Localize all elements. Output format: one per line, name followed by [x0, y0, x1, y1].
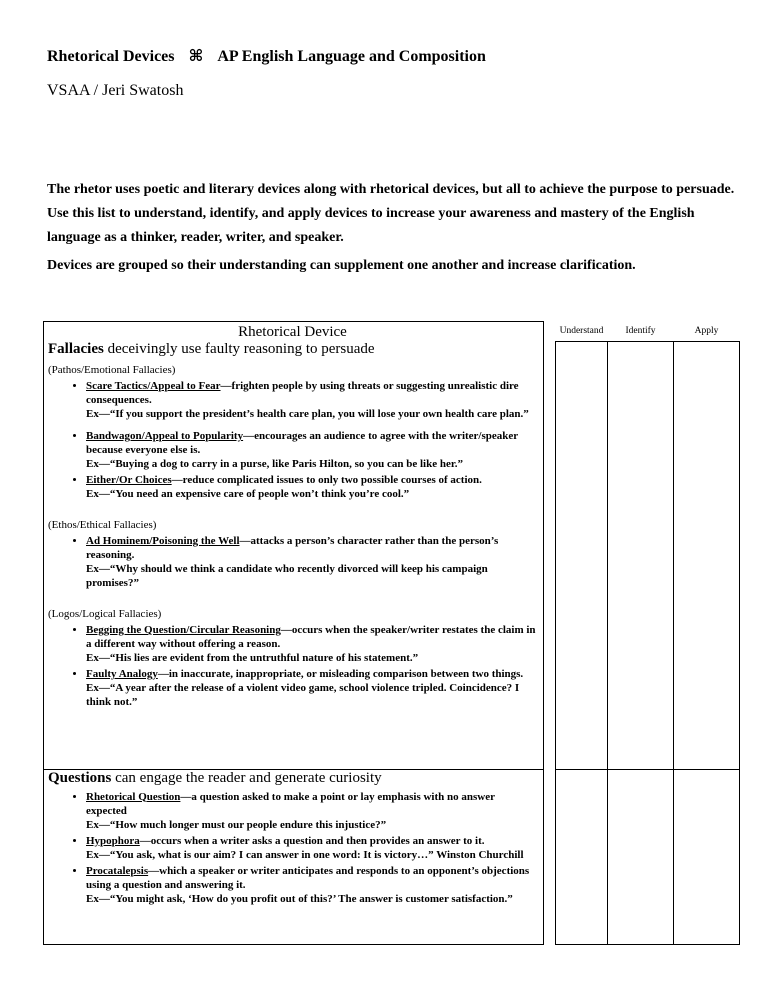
device-header-cell: [44, 322, 544, 342]
device-def: —attacks a person’s character rather than the person’s reasoning.: [86, 535, 499, 561]
pathos-list: [48, 379, 537, 501]
logos-label: (Logos/Logical Fallacies): [48, 608, 162, 620]
identify-box-questions[interactable]: [608, 769, 674, 944]
device-term: Rhetorical Question: [86, 790, 181, 803]
col-header-apply: Apply: [694, 325, 719, 336]
grouped-note: Devices are grouped so their understanding can supplement one another and increase clarification.: [47, 258, 636, 273]
command-symbol-icon: ⌘: [188, 46, 204, 65]
list-item: [86, 534, 537, 590]
list-item: [86, 429, 537, 471]
device-header: Rhetorical Device: [238, 324, 347, 340]
device-def: —frighten people by using threats or suggesting unrealistic dire consequences.: [86, 380, 519, 406]
fallacies-cell: [44, 341, 544, 769]
list-item: [86, 623, 537, 665]
list-item: [86, 834, 537, 862]
device-term: Faulty Analogy: [86, 668, 158, 680]
title-left: Rhetorical Devices: [47, 48, 175, 65]
intro-paragraph: The rhetor uses poetic and literary devices along with rhetorical devices, but all to achieve the purpose to persuade. Use this list to understand, identify, and apply devices to increase your awareness and mastery of the English language as a thinker, reader, writer, and speaker.: [47, 182, 735, 245]
device-def: —occurs when the speaker/writer restates the claim in a different way without offering a reason.: [86, 624, 536, 650]
device-example: Ex—“You might ask, ‘How do you profit out of this?’ The answer is customer satisfaction.”: [86, 892, 513, 905]
list-item: [86, 667, 537, 709]
device-term: Hypophora: [86, 834, 140, 847]
device-example: Ex—“Buying a dog to carry in a purse, like Paris Hilton, so you can be like her.”: [86, 458, 463, 470]
device-example: Ex—“How much longer must our people endure this injustice?”: [86, 818, 387, 831]
col-header-understand: Understand: [559, 325, 604, 336]
page-title: [47, 46, 486, 66]
questions-heading: [48, 770, 537, 787]
subtitle: VSAA / Jeri Swatosh: [47, 82, 184, 99]
device-example: Ex—“Why should we think a candidate who recently divorced will keep his campaign promises?”: [86, 563, 488, 589]
understand-box-questions[interactable]: [556, 769, 608, 944]
device-def: —occurs when a writer asks a question and then provides an answer to it.: [139, 834, 485, 847]
logos-list: [48, 623, 537, 709]
list-item: [86, 473, 537, 501]
col-header-identify: Identify: [625, 325, 656, 336]
device-term: Procatalepsis: [86, 864, 149, 877]
device-def: —which a speaker or writer anticipates and responds to an opponent’s objections using a question and answering it.: [86, 864, 530, 891]
pathos-label: (Pathos/Emotional Fallacies): [48, 364, 176, 376]
device-example: Ex—“You need an expensive care of people won’t think you’re cool.”: [86, 488, 410, 500]
device-example: Ex—“If you support the president’s health care plan, you will lose your own health care plan.”: [86, 408, 529, 420]
device-example: Ex—“You ask, what is our aim? I can answer in one word: It is victory…” Winston Churchill: [86, 848, 524, 861]
device-def: —a question asked to make a point or lay emphasis with no answer expected: [86, 790, 495, 817]
fallacies-heading: [48, 341, 537, 358]
device-def: —reduce complicated issues to only two possible courses of action.: [171, 474, 482, 486]
identify-box-fallacies[interactable]: [608, 341, 674, 769]
questions-list: [48, 790, 537, 906]
ethos-list: [48, 534, 537, 590]
questions-term: Questions: [48, 769, 112, 786]
devices-table: [43, 321, 740, 945]
device-example: Ex—“A year after the release of a violent video game, school violence tripled. Coincidence? I think not.”: [86, 682, 520, 708]
device-term: Scare Tactics/Appeal to Fear: [86, 380, 221, 392]
understand-box-fallacies[interactable]: [556, 341, 608, 769]
ethos-label: (Ethos/Ethical Fallacies): [48, 519, 157, 531]
fallacies-desc: deceivingly use faulty reasoning to persuade: [103, 341, 375, 357]
apply-box-questions[interactable]: [674, 769, 740, 944]
device-term: Ad Hominem/Poisoning the Well: [86, 535, 240, 547]
list-item: [86, 790, 537, 832]
device-term: Begging the Question/Circular Reasoning: [86, 624, 281, 636]
device-example: Ex—“His lies are evident from the untruthful nature of his statement.”: [86, 652, 419, 664]
questions-desc: can engage the reader and generate curiosity: [111, 769, 382, 786]
device-def: —in inaccurate, inappropriate, or misleading comparison between two things.: [157, 668, 524, 680]
device-def: —encourages an audience to agree with the writer/speaker because everyone else is.: [86, 430, 518, 456]
list-item: [86, 864, 537, 906]
list-item: [86, 379, 537, 421]
device-term: Bandwagon/Appeal to Popularity: [86, 430, 244, 442]
device-term: Either/Or Choices: [86, 474, 172, 486]
questions-cell: [44, 769, 544, 944]
fallacies-term: Fallacies: [48, 341, 104, 357]
title-right: AP English Language and Composition: [217, 48, 486, 65]
apply-box-fallacies[interactable]: [674, 341, 740, 769]
